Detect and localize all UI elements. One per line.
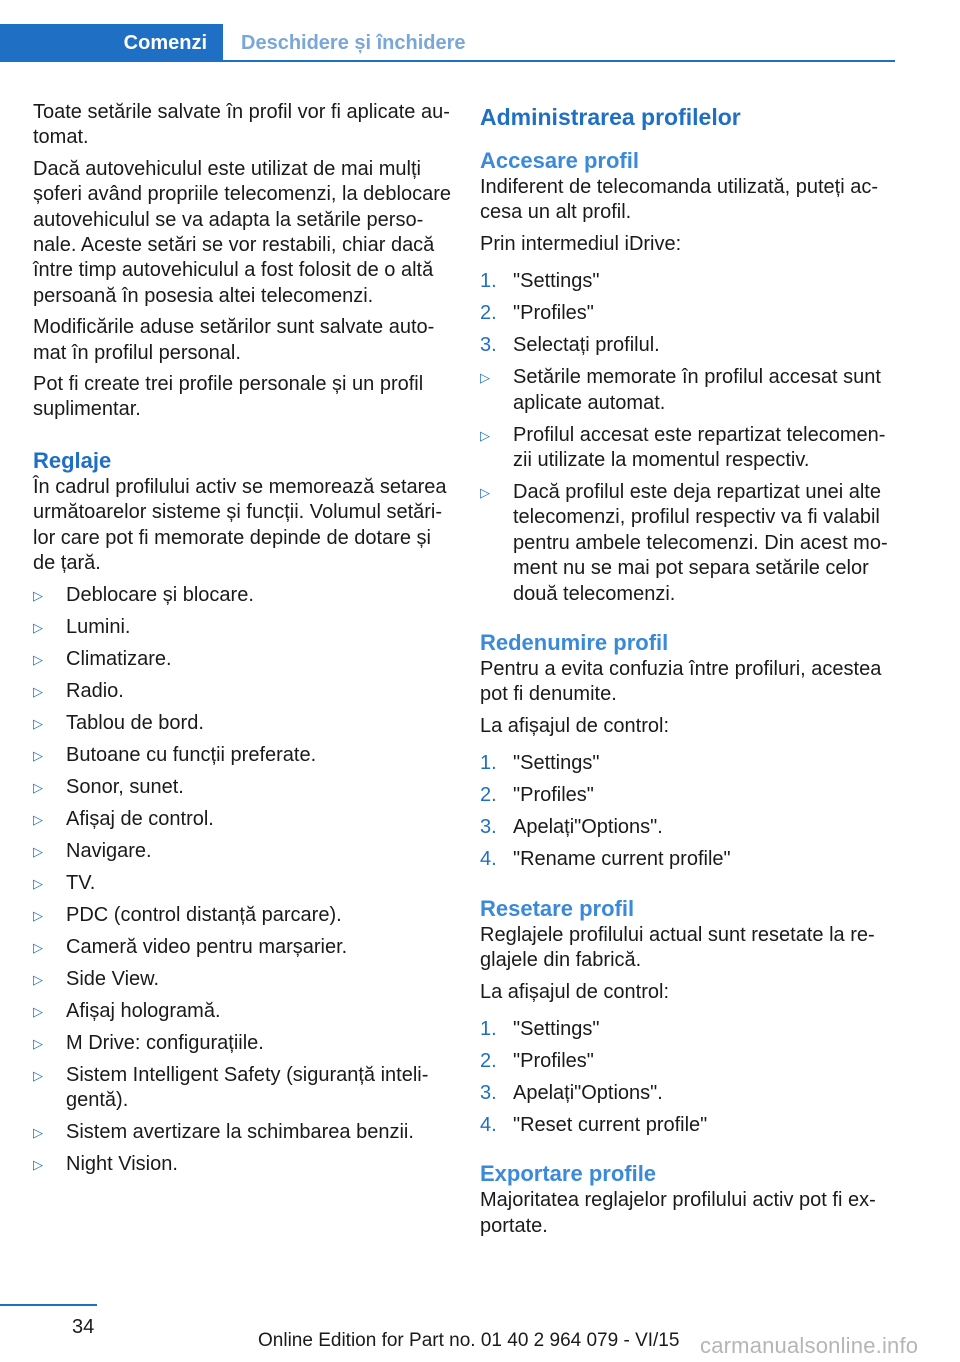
reset-intro: La afișajul de control:	[480, 980, 670, 1003]
triangle-bullet-icon: ▷	[33, 811, 43, 827]
triangle-bullet-icon: ▷	[33, 779, 43, 795]
triangle-bullet-icon: ▷	[33, 939, 43, 955]
list-item: 2. "Profiles"	[480, 1049, 898, 1074]
footer-rule	[0, 1304, 97, 1306]
triangle-bullet-icon: ▷	[33, 907, 43, 923]
access-bullet-list	[480, 365, 898, 607]
access-intro: Prin intermediul iDrive:	[480, 232, 682, 255]
triangle-bullet-icon: ▷	[33, 843, 43, 859]
section-title: Administrarea profilelor	[480, 104, 741, 130]
triangle-bullet-icon: ▷	[33, 1124, 43, 1140]
page-number: 34	[72, 1316, 95, 1338]
list-item: ▷ Sistem Intelligent Safety (siguranță inteli‐gentă).	[33, 1063, 429, 1111]
rename-steps	[480, 751, 898, 872]
list-item: 3. Selectați profilul.	[480, 333, 898, 358]
list-item: ▷ Sistem avertizare la schimbarea benzii.	[33, 1120, 451, 1145]
tab-comenzi[interactable]: Comenzi	[0, 24, 223, 62]
list-item: ▷ Radio.	[33, 679, 451, 704]
triangle-bullet-icon: ▷	[33, 587, 43, 603]
list-item: 2. "Profiles"	[480, 301, 898, 326]
list-item: ▷ Side View.	[33, 967, 451, 992]
triangle-bullet-icon: ▷	[33, 1067, 43, 1083]
watermark: carmanualsonline.info	[700, 1333, 919, 1358]
list-item: ▷ Lumini.	[33, 615, 451, 640]
triangle-bullet-icon: ▷	[33, 971, 43, 987]
export-text: Majoritatea reglajelor profilului activ pot fi ex‐portate.	[480, 1189, 876, 1237]
list-item: ▷ Tablou de bord.	[33, 711, 451, 736]
list-item: 4. "Rename current profile"	[480, 847, 898, 872]
list-item: 3. Apelați"Options".	[480, 815, 898, 840]
step-number: 4.	[480, 1113, 497, 1136]
list-item: ▷ Climatizare.	[33, 647, 451, 672]
right-column	[480, 100, 898, 1245]
paragraph: Pot fi create trei profile personale și un profil suplimentar.	[33, 373, 424, 421]
list-item: ▷ M Drive: configurațiile.	[33, 1031, 451, 1056]
triangle-bullet-icon: ▷	[33, 619, 43, 635]
step-number: 4.	[480, 848, 497, 871]
list-item: ▷ Afișaj de control.	[33, 807, 451, 832]
edition-info: Online Edition for Part no. 01 40 2 964 079 - VI/15	[258, 1330, 680, 1351]
step-number: 1.	[480, 270, 497, 293]
list-item: ▷ Profilul accesat este repartizat telecomen‐zii utilizate la momentul respectiv.	[480, 423, 886, 472]
triangle-bullet-icon: ▷	[480, 427, 490, 443]
triangle-bullet-icon: ▷	[480, 485, 490, 501]
triangle-bullet-icon: ▷	[33, 1003, 43, 1019]
step-number: 2.	[480, 302, 497, 325]
tab-deschidere-inchidere[interactable]: Deschidere și închidere	[241, 32, 466, 54]
left-column	[33, 100, 451, 1184]
step-number: 2.	[480, 1049, 497, 1072]
list-item: 4. "Reset current profile"	[480, 1113, 898, 1138]
chapter-header	[0, 24, 895, 62]
list-item: ▷ Navigare.	[33, 839, 451, 864]
step-number: 1.	[480, 752, 497, 775]
triangle-bullet-icon: ▷	[33, 1035, 43, 1051]
list-item: ▷ Butoane cu funcții preferate.	[33, 743, 451, 768]
rename-text: Pentru a evita confuzia între profiluri, acestea pot fi denumite.	[480, 658, 882, 706]
list-item: 1. "Settings"	[480, 269, 898, 294]
reset-steps	[480, 1017, 898, 1138]
list-item: ▷ Setările memorate în profilul accesat sunt aplicate automat.	[480, 366, 881, 414]
heading-reglaje: Reglaje	[33, 447, 112, 473]
triangle-bullet-icon: ▷	[480, 370, 490, 386]
triangle-bullet-icon: ▷	[33, 875, 43, 891]
reglaje-text: În cadrul profilului activ se memorează setarea următoarelor sisteme și funcții. Volumul setări‐lor care pot fi memorate depinde de dotare și de țară.	[33, 475, 447, 575]
triangle-bullet-icon: ▷	[33, 651, 43, 667]
list-item: 1. "Settings"	[480, 1017, 898, 1042]
list-item: ▷ Cameră video pentru marșarier.	[33, 935, 451, 960]
heading-accesare-profil: Accesare profil	[480, 148, 639, 173]
step-number: 3.	[480, 816, 497, 839]
list-item: ▷ Afișaj hologramă.	[33, 999, 451, 1024]
triangle-bullet-icon: ▷	[33, 747, 43, 763]
paragraph: Dacă autovehiculul este utilizat de mai mulți șoferi având propriile telecomenzi, la deblocare autovehiculul se va adapta la setările perso‐nale. Aceste setări se vor restabili, chiar dacă între timp autovehiculul a fost folosit de o altă persoană în posesia altei telecomenzi.	[33, 157, 452, 307]
list-item: 3. Apelați"Options".	[480, 1081, 898, 1106]
access-steps	[480, 269, 898, 358]
list-item: 1. "Settings"	[480, 751, 898, 776]
paragraph: Toate setările salvate în profil vor fi aplicate au‐tomat.	[33, 101, 450, 149]
reset-text: Reglajele profilului actual sunt resetate la re‐glajele din fabrică.	[480, 923, 875, 972]
step-number: 3.	[480, 334, 497, 357]
step-number: 1.	[480, 1017, 497, 1040]
heading-exportare-profile: Exportare profile	[480, 1161, 657, 1187]
heading-redenumire-profil: Redenumire profil	[480, 630, 669, 656]
heading-resetare-profil: Resetare profil	[480, 895, 635, 921]
list-item: ▷ Deblocare și blocare.	[33, 583, 451, 608]
list-item: ▷ PDC (control distanță parcare).	[33, 903, 451, 928]
step-number: 3.	[480, 1081, 497, 1104]
list-item: ▷ Night Vision.	[33, 1152, 451, 1177]
triangle-bullet-icon: ▷	[33, 715, 43, 731]
access-text: Indiferent de telecomanda utilizată, puteți ac‐cesa un alt profil.	[480, 176, 879, 224]
list-item: 2. "Profiles"	[480, 783, 898, 808]
paragraph: Modificările aduse setărilor sunt salvate auto‐mat în profilul personal.	[33, 316, 435, 364]
list-item: ▷ Sonor, sunet.	[33, 775, 451, 800]
triangle-bullet-icon: ▷	[33, 1156, 43, 1172]
triangle-bullet-icon: ▷	[33, 683, 43, 699]
rename-intro: La afișajul de control:	[480, 714, 670, 737]
list-item: ▷ TV.	[33, 871, 451, 896]
list-item: ▷ Dacă profilul este deja repartizat unei alte telecomenzi, profilul respectiv va fi valabil pentru ambele telecomenzi. Din acest mo‐ment nu se mai pot separa setările celor două telecomenzi.	[480, 481, 888, 605]
reglaje-bullet-list	[33, 583, 451, 1178]
step-number: 2.	[480, 784, 497, 807]
